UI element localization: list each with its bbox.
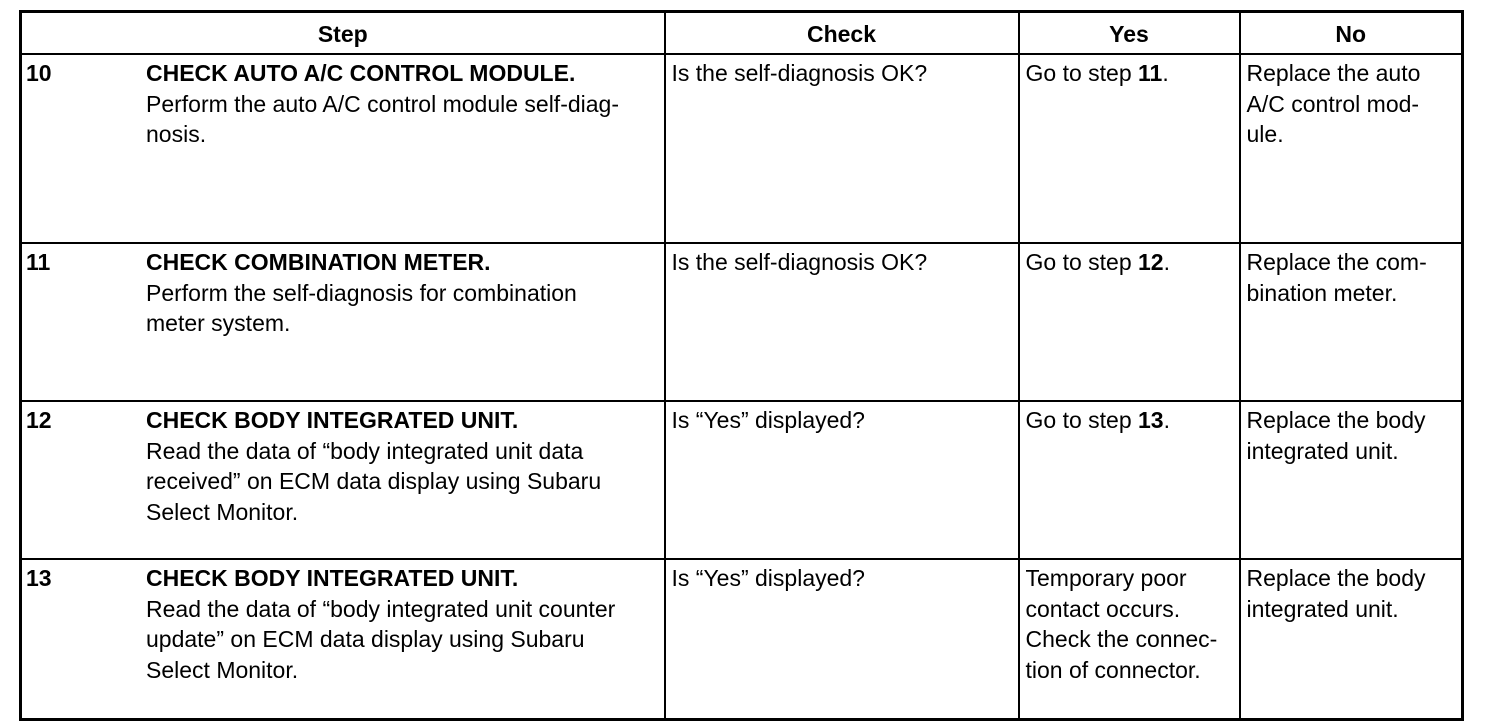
table-row: [21, 559, 1463, 719]
step-number: 12: [26, 407, 52, 433]
yes-suffix: .: [1163, 249, 1170, 275]
no-cell: Replace the body integrated unit.: [1240, 559, 1463, 719]
header-no: No: [1240, 12, 1463, 55]
step-description: Perform the self-diagnosis for combination meter system.: [146, 279, 577, 336]
step-description: Perform the auto A/C control module self-diag- nosis.: [146, 90, 620, 147]
yes-cell: [1019, 401, 1240, 559]
step-title: CHECK AUTO A/C CONTROL MODULE.: [146, 60, 576, 86]
no-cell: Replace the com- bination meter.: [1240, 243, 1463, 401]
yes-cell: [1019, 54, 1240, 243]
yes-step-link: 13: [1138, 407, 1164, 433]
step-cell: [21, 54, 665, 243]
check-cell: Is “Yes” displayed?: [665, 559, 1019, 719]
yes-prefix: Go to step: [1025, 249, 1139, 275]
yes-prefix: Go to step: [1025, 60, 1139, 86]
step-cell: [21, 559, 665, 719]
step-cell: [21, 401, 665, 559]
step-number: 10: [26, 60, 52, 86]
yes-prefix: Go to step: [1025, 407, 1139, 433]
yes-suffix: .: [1162, 60, 1169, 86]
table-row: [21, 243, 1463, 401]
step-cell: [21, 243, 665, 401]
step-number: 13: [26, 565, 52, 591]
yes-suffix: .: [1163, 407, 1170, 433]
step-description: Read the data of “body integrated unit data received” on ECM data display using Subaru Select Monitor.: [146, 437, 602, 525]
yes-step-link: 12: [1138, 249, 1164, 275]
yes-cell: [1019, 243, 1240, 401]
no-cell: Replace the auto A/C control mod- ule.: [1240, 54, 1463, 243]
yes-cell: Temporary poor contact occurs. Check the connec- tion of connector.: [1019, 559, 1240, 719]
header-check: Check: [665, 12, 1019, 55]
yes-step-link: 11: [1138, 60, 1163, 86]
step-title: CHECK BODY INTEGRATED UNIT.: [146, 407, 519, 433]
step-title: CHECK COMBINATION METER.: [146, 249, 491, 275]
step-number: 11: [26, 249, 51, 275]
diagnostic-table: [19, 10, 1464, 721]
step-description: Read the data of “body integrated unit counter update” on ECM data display using Subaru Select Monitor.: [146, 595, 616, 683]
table-row: [21, 401, 1463, 559]
table-row: [21, 54, 1463, 243]
check-cell: Is “Yes” displayed?: [665, 401, 1019, 559]
step-title: CHECK BODY INTEGRATED UNIT.: [146, 565, 519, 591]
check-cell: Is the self-diagnosis OK?: [665, 54, 1019, 243]
check-cell: Is the self-diagnosis OK?: [665, 243, 1019, 401]
table-header-row: [21, 12, 1463, 55]
no-cell: Replace the body integrated unit.: [1240, 401, 1463, 559]
header-yes: Yes: [1019, 12, 1240, 55]
header-step: Step: [21, 12, 665, 55]
